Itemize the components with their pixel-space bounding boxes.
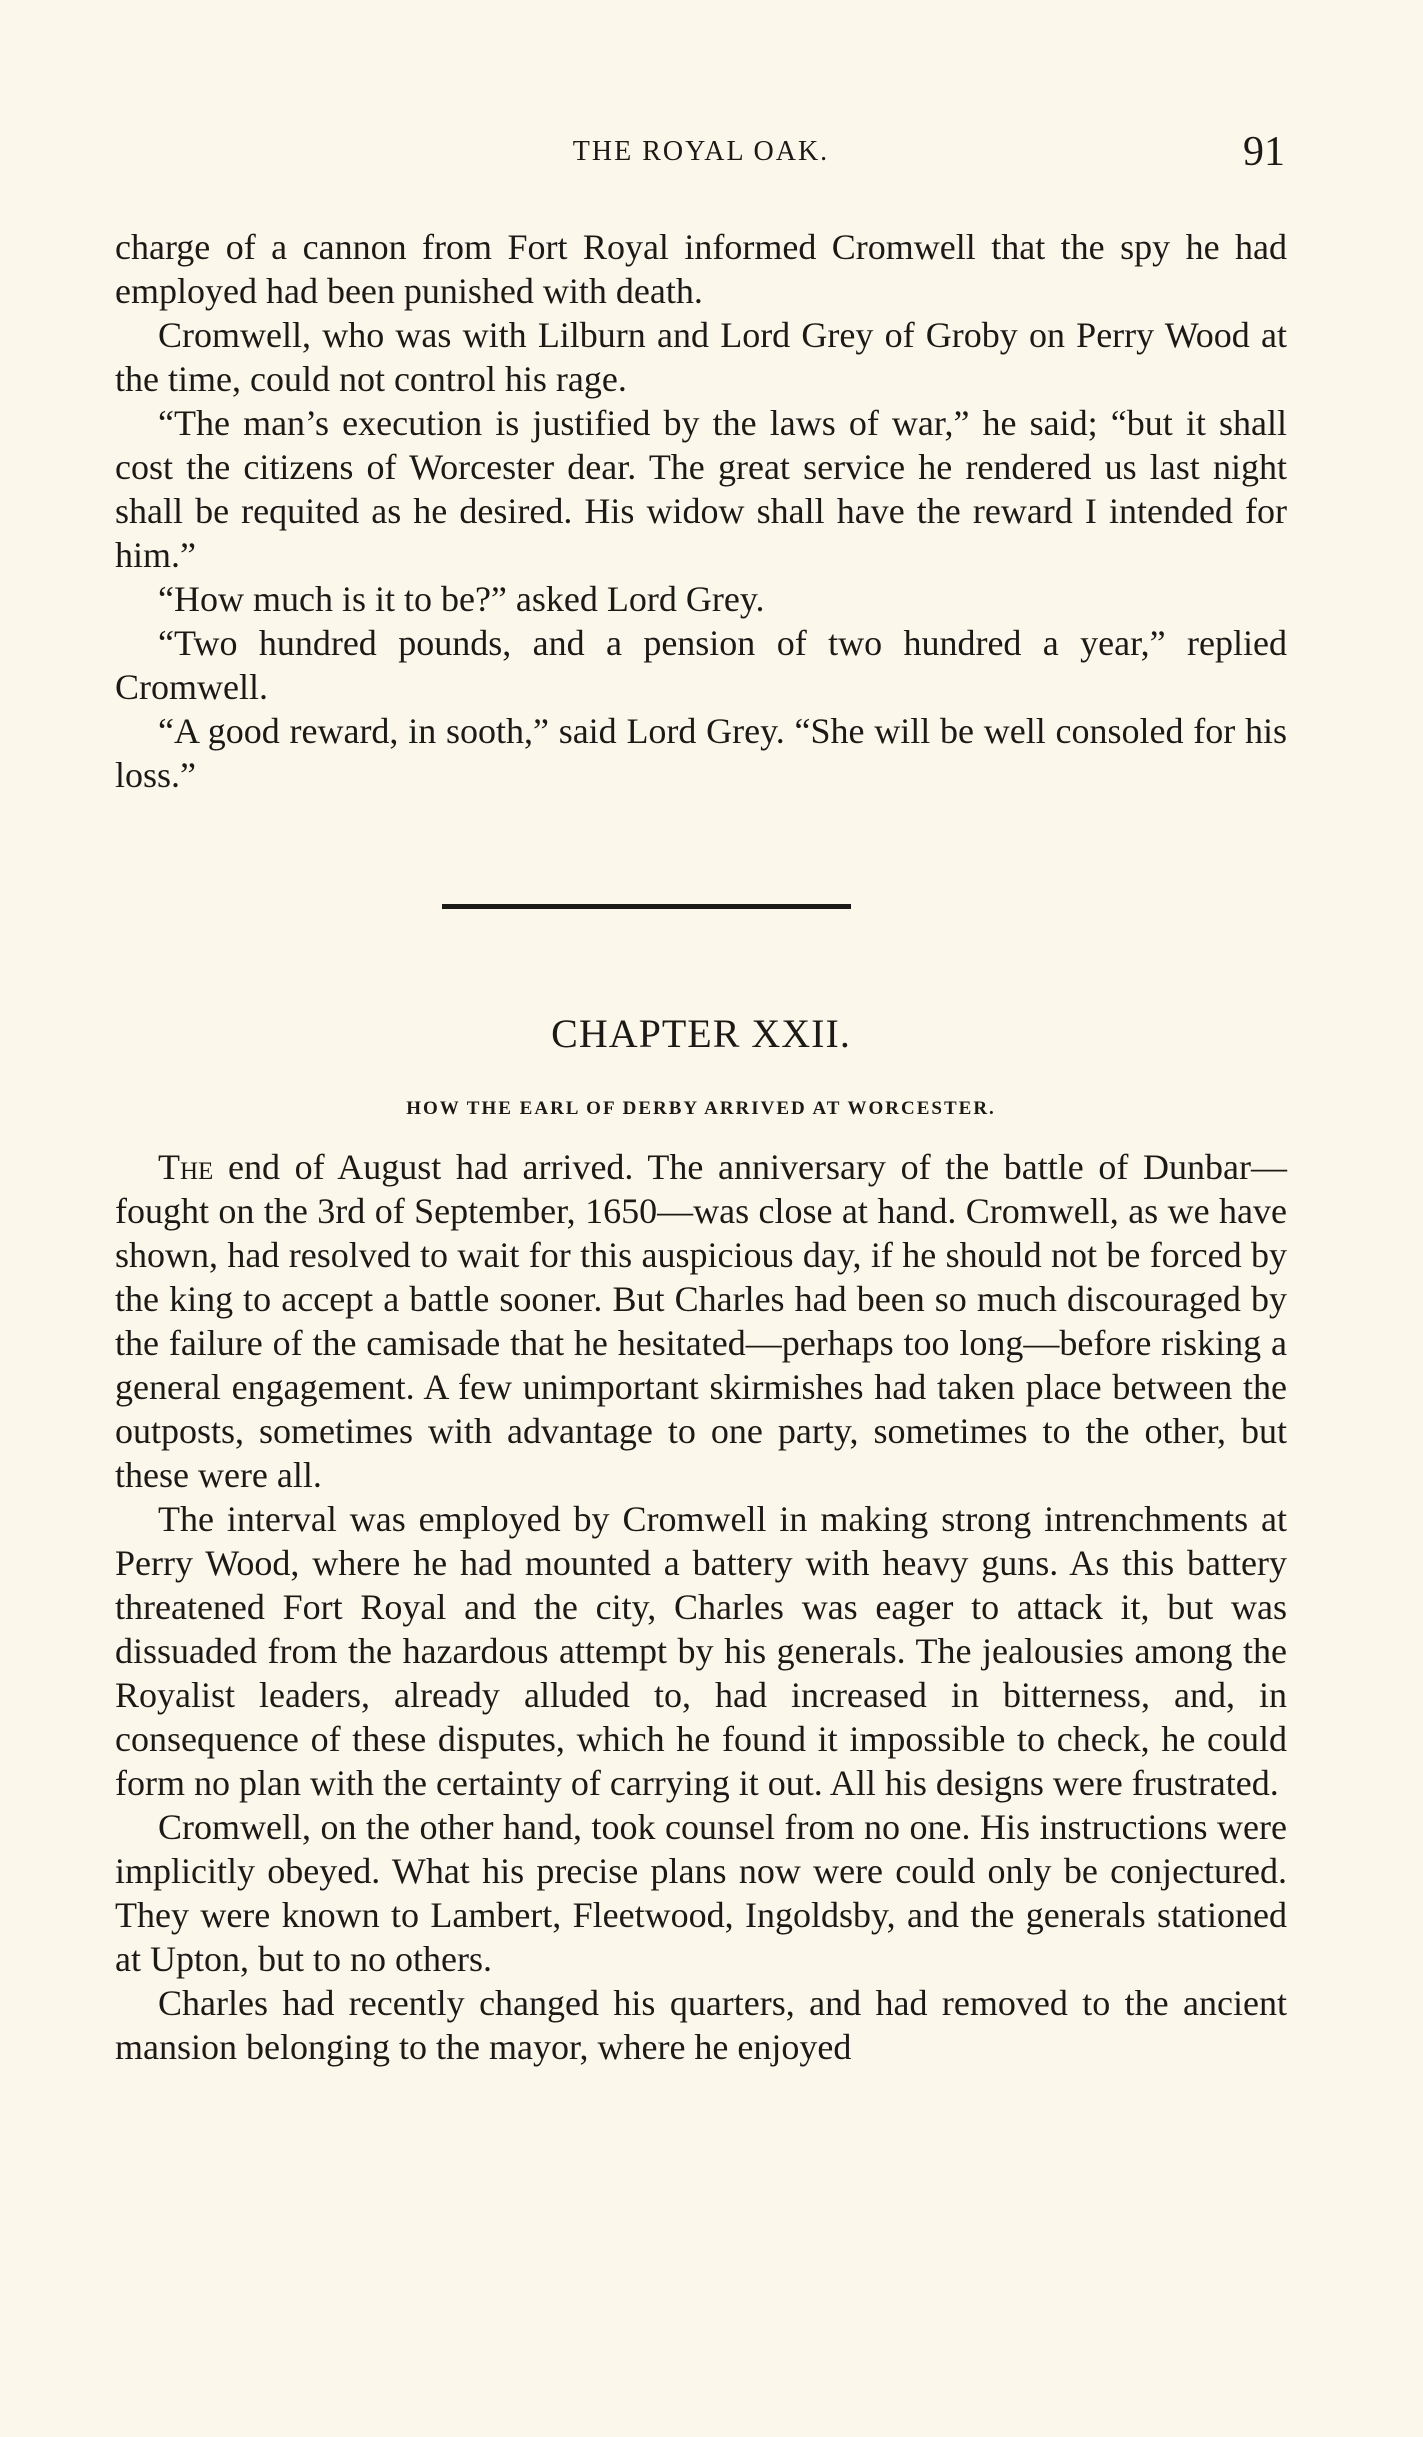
- paragraph: Cromwell, who was with Lilburn and Lord Grey of Groby on Perry Wood at the time, could not control his rage.: [115, 315, 1287, 399]
- section-divider: [442, 904, 851, 909]
- page-number: 91: [1243, 129, 1285, 175]
- paragraph: “Two hundred pounds, and a pension of two hundred a year,” replied Cromwell.: [115, 623, 1287, 707]
- chapter-text: [115, 1145, 1287, 2069]
- paragraph: charge of a cannon from Fort Royal informed Cromwell that the spy he had employed had been punished with death.: [115, 227, 1287, 311]
- paragraph: Cromwell, on the other hand, took counsel from no one. His instructions were implicitly obeyed. What his precise plans now were could only be conjectured. They were known to Lambert, Fleetwood, Ingoldsby, and the generals stationed at Upton, but to no others.: [115, 1807, 1287, 1979]
- continued-text: [115, 225, 1287, 797]
- paragraph: Charles had recently changed his quarters, and had removed to the ancient mansion belonging to the mayor, where he enjoyed: [115, 1983, 1287, 2067]
- running-title: THE ROYAL OAK.: [572, 136, 830, 167]
- paragraph: “How much is it to be?” asked Lord Grey.: [158, 579, 765, 619]
- paragraph: “A good reward, in sooth,” said Lord Grey. “She will be well consoled for his loss.”: [115, 711, 1287, 795]
- paragraph: “The man’s execution is justified by the laws of war,” he said; “but it shall cost the citizens of Worcester dear. The great service he rendered us last night shall be requited as he desired. His widow shall have the reward I intended for him.”: [115, 403, 1287, 575]
- opening-paragraph: [115, 1145, 1287, 1497]
- chapter-title: CHAPTER XXII.: [551, 1011, 851, 1056]
- page-header: [115, 128, 1287, 188]
- paragraph: The interval was employed by Cromwell in making strong intrenchments at Perry Wood, where he had mounted a battery with heavy guns. As this battery threatened Fort Royal and the city, Charles was eager to attack it, but was dissuaded from the hazardous attempt by his generals. The jealousies among the Royalist leaders, already alluded to, had increased in bitterness, and, in consequence of these disputes, which he found it impossible to check, he could form no plan with the certainty of carrying it out. All his designs were frustrated.: [115, 1499, 1287, 1803]
- chapter-subtitle: HOW THE EARL OF DERBY ARRIVED AT WORCESTER.: [406, 1098, 996, 1119]
- opening-text: end of August had arrived. The anniversary of the battle of Dunbar—fought on the 3rd of September, 1650—was close at hand. Cromwell, as we have shown, had resolved to wait for this auspicious day, if he should not be forced by the king to accept a battle sooner. But Charles had been so much discouraged by the failure of the camisade that he hesitated—perhaps too long—before risking a general engagement. A few unimportant skirmishes had taken place between the outposts, sometimes with advantage to one party, sometimes to the other, but these were all.: [115, 1147, 1287, 1495]
- opening-word: The: [158, 1147, 214, 1187]
